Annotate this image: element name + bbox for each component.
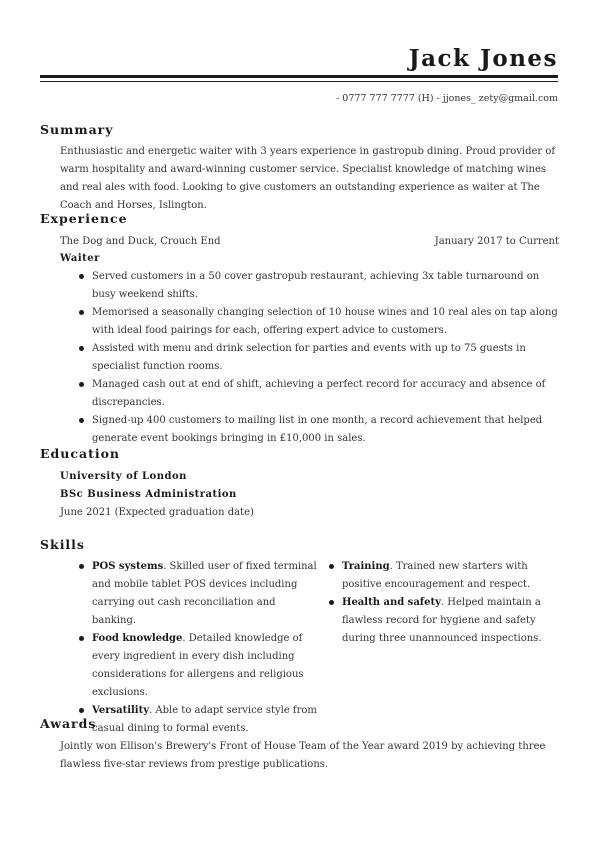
graduation-date: June 2021 (Expected graduation date) [60, 507, 254, 518]
header-divider-thin [40, 81, 558, 82]
skill-name: Health and safety [342, 597, 441, 608]
skill-item [328, 558, 564, 594]
skills-heading: Skills [40, 537, 85, 552]
skill-description: . Skilled user of fixed terminal and mobile tablet POS devices including carrying out cash reconciliation and banking. [92, 561, 317, 626]
experience-bullet: Served customers in a 50 cover gastropub restaurant, achieving 3x table turnaround on busy weekend shifts. [78, 268, 562, 304]
summary-text: Enthusiastic and energetic waiter with 3 years experience in gastropub dining. Proud provider of warm hospitality and award-winning customer service. Specialist knowledge of matching wines and real ales with food. Looking to give customers an outstanding experience as waiter at The Coach and Horses, Islington. [60, 146, 556, 211]
awards-text: Jointly won Ellison's Brewery's Front of House Team of the Year award 2019 by achieving three flawless five-star reviews from prestige publications. [60, 741, 546, 770]
degree-name: BSc Business Administration [60, 489, 237, 500]
employment-dates: January 2017 to Current [434, 236, 559, 247]
school-name: University of London [60, 471, 187, 482]
skill-description: . Helped maintain a flawless record for hygiene and safety during three unannounced inspections. [342, 597, 542, 644]
skill-item [78, 702, 320, 738]
skill-description: . Detailed knowledge of every ingredient in every dish including considerations for allergens and religious exclusions. [92, 633, 304, 698]
skill-name: Versatility [92, 705, 150, 716]
job-title: Waiter [60, 253, 100, 264]
contact-info: - 0777 777 7777 (H) - jjones_ zety@gmail.com [336, 93, 558, 104]
experience-bullet: Memorised a seasonally changing selection of 10 house wines and 10 real ales on tap along with ideal food pairings for each, offering expert advice to customers. [78, 304, 562, 340]
summary-heading: Summary [40, 122, 114, 137]
experience-bullet: Signed-up 400 customers to mailing list in one month, a record achievement that helped generate event bookings bringing in £10,000 in sales. [78, 412, 562, 448]
skill-description: . Able to adapt service style from casual dining to formal events. [92, 705, 317, 734]
skills-left-list [78, 558, 320, 738]
experience-heading: Experience [40, 211, 128, 226]
education-heading: Education [40, 446, 121, 461]
employer: The Dog and Duck, Crouch End [60, 236, 221, 247]
candidate-name: Jack Jones [408, 45, 558, 72]
skill-name: POS systems [92, 561, 164, 572]
awards-heading: Awards [40, 716, 97, 731]
skill-item [78, 630, 320, 702]
skill-name: Food knowledge [92, 633, 183, 644]
experience-bullet: Assisted with menu and drink selection for parties and events with up to 75 guests in specialist function rooms. [78, 340, 562, 376]
skills-right-list [328, 558, 564, 648]
skill-item [328, 594, 564, 648]
skill-item [78, 558, 320, 630]
experience-bullets [78, 268, 562, 448]
skill-name: Training [342, 561, 390, 572]
skill-description: . Trained new starters with positive encouragement and respect. [342, 561, 531, 590]
experience-bullet: Managed cash out at end of shift, achieving a perfect record for accuracy and absence of discrepancies. [78, 376, 562, 412]
header-divider-thick [40, 75, 558, 78]
